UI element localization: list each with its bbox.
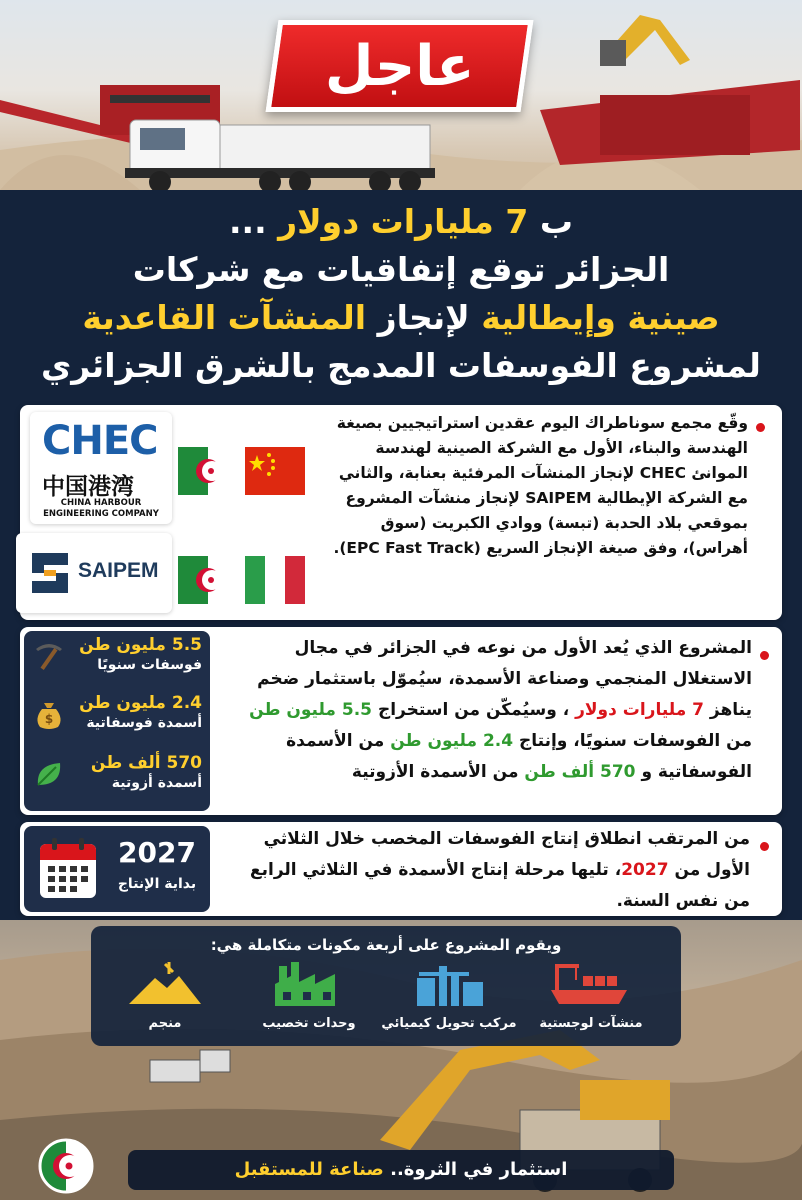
component-label-chemical-complex: مركب تحويل كيميائي (381, 1016, 517, 1031)
money-bag-icon (32, 697, 66, 731)
headline-line-3 (20, 294, 782, 342)
stat-value-phosphate-fertilizer: 2.4 مليون طن (79, 693, 202, 713)
chec-english-name (34, 498, 168, 520)
headline-ellipsis: ... (229, 202, 267, 241)
start-text (250, 824, 750, 914)
headline-facilities: المنشآت القاعدية (82, 298, 367, 337)
chec-chinese-name: 中国港湾 (42, 474, 134, 500)
component-label-logistics: منشآت لوجستية (539, 1016, 643, 1031)
breaking-news-badge (266, 20, 534, 112)
footer-slogan-part-1: استثمار في الثروة.. (390, 1159, 568, 1180)
pickaxe-icon (32, 639, 66, 673)
breaking-label: عاجل (324, 33, 475, 99)
bullet-dot (756, 423, 765, 432)
project-text-part: من الفوسفات سنويًا، وإنتاج (519, 731, 752, 751)
chec-logo (30, 412, 172, 524)
saipem-logo (16, 533, 172, 613)
bullet-dot (760, 842, 769, 851)
algeria-round-flag-icon (38, 1138, 94, 1194)
stat-value-phosphate: 5.5 مليون طن (79, 635, 202, 655)
components-panel (91, 926, 681, 1046)
algeria-flag-icon (178, 447, 238, 495)
component-label-mine: منجم (148, 1016, 182, 1031)
project-text-part: المشروع الذي يُعد الأول من نوعه في الجزائر في مجال الاستغلال المنجمي وصناعة الأسمدة، سيُموّل باستثمار ضخم يناهز (257, 638, 752, 720)
start-year-panel (24, 826, 210, 912)
mine-icon (125, 960, 205, 1008)
headline (20, 198, 782, 398)
headline-prefix: ب (539, 202, 573, 241)
chec-en-line2: ENGINEERING COMPANY (43, 509, 159, 519)
headline-line-1 (20, 198, 782, 246)
project-text-part: من الأسمدة الأزوتية (351, 762, 519, 782)
headline-countries: صينية وإيطالية (481, 298, 720, 337)
start-text-part: من المرتقب انطلاق إنتاج الفوسفات المخصب خلال الثلاثي الأول من (263, 829, 750, 880)
start-year: 2027 (118, 836, 196, 869)
calendar-icon (38, 836, 98, 900)
headline-line-2: الجزائر توقع إتفاقيات مع شركات (132, 250, 670, 289)
saipem-wordmark: SAIPEM (78, 559, 159, 582)
component-label-enrichment-units: وحدات تخصيب (262, 1016, 356, 1031)
stat-label-phosphate: فوسفات سنويًا (97, 657, 202, 673)
footer-slogan (128, 1150, 674, 1190)
stat-label-nitrogen-fertilizer: أسمدة أزوتية (111, 775, 202, 791)
china-flag-icon (245, 447, 305, 495)
stat-label-phosphate-fertilizer: أسمدة فوسفاتية (86, 715, 202, 731)
headline-for: لإنجاز (377, 298, 470, 337)
project-phosphate-value: 5.5 مليون طن (249, 700, 373, 720)
start-year-label: بداية الإنتاج (117, 876, 197, 892)
factory-icon (269, 960, 349, 1008)
chec-mark: CHEC (42, 418, 158, 464)
svg-text:$: $ (44, 712, 54, 726)
project-nitrogen-fertilizer-value: 570 ألف طن (524, 762, 636, 782)
project-phosphate-fertilizer-value: 2.4 مليون طن (390, 731, 514, 751)
bullet-dot (760, 651, 769, 660)
project-amount: 7 مليارات دولار (575, 700, 704, 720)
chemical-plant-icon (409, 960, 489, 1008)
leaf-icon (32, 757, 66, 791)
ship-port-icon (549, 960, 629, 1008)
headline-amount: 7 مليارات دولار (278, 202, 529, 241)
stat-value-nitrogen-fertilizer: 570 ألف طن (90, 753, 202, 773)
italy-flag-icon (245, 556, 305, 604)
algeria-flag-icon (178, 556, 238, 604)
project-text (222, 633, 752, 811)
chec-en-line1: CHINA HARBOUR (60, 498, 142, 508)
footer-slogan-part-2: صناعة للمستقبل (234, 1159, 384, 1180)
agreements-text: وقّع مجمع سوناطراك اليوم عقدين استراتيجيين بصيغة الهندسة والبناء، الأول مع الشركة الصينية لهندسة الموانئ CHEC لإنجاز المنشآت المرفئية بعنابة، والثاني مع الشركة الإيطالية SAIPEM لإنجاز منشآت المشروع بموقعي بلاد الحدبة (تبسة) ووادي الكبريت (سوق أهراس)، وفق صيغة الإنجاز السريع (EPC Fast Track). (333, 414, 748, 557)
components-title: ويقوم المشروع على أربعة مكونات متكاملة هي: (210, 936, 562, 954)
project-text-part: ، وسيُمكّن من استخراج (377, 700, 570, 720)
start-text-part: ، تليها مرحلة إنتاج الأسمدة في الثلاثي الرابع من نفس السنة. (250, 860, 750, 911)
stats-panel (24, 631, 210, 811)
saipem-emblem-icon (30, 551, 70, 595)
headline-line-4: لمشروع الفوسفات المدمج بالشرق الجزائري (41, 346, 761, 385)
project-text-part: من الأسمدة الفوسفاتية و (286, 731, 752, 782)
start-year-inline: 2027 (621, 860, 669, 880)
